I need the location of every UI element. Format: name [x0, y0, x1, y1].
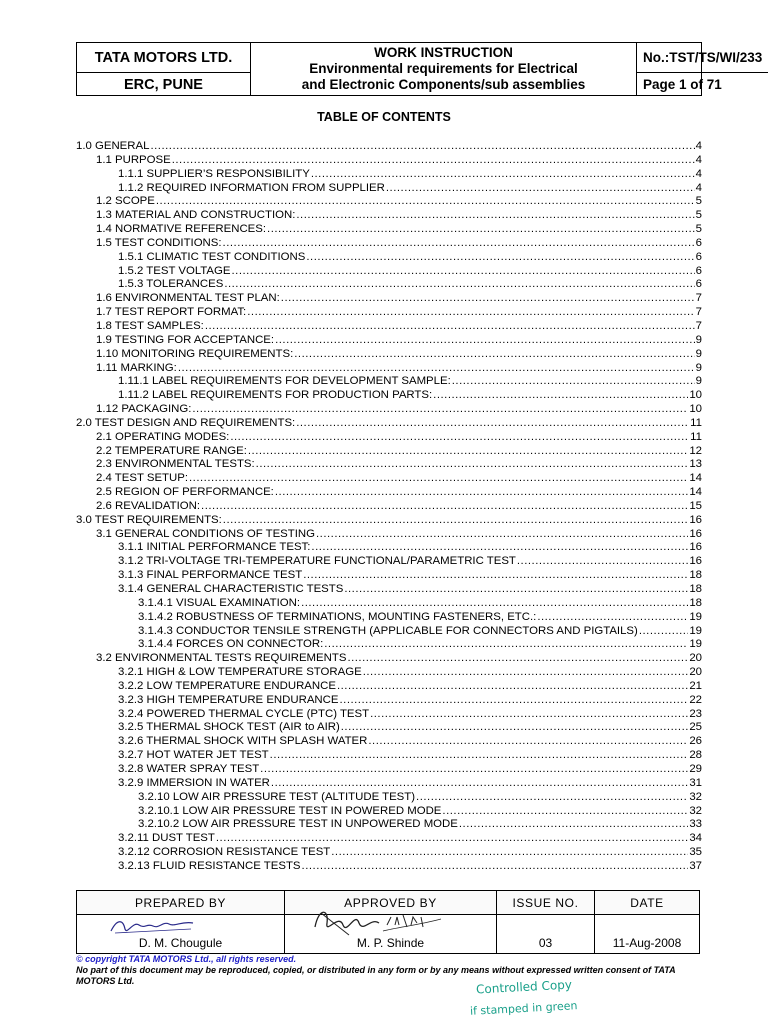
- toc-dot-leader: [156, 195, 695, 209]
- toc-entry[interactable]: [76, 223, 702, 237]
- toc-dot-leader: [192, 403, 688, 417]
- toc-entry[interactable]: [76, 458, 702, 472]
- toc-entry-page: 4: [695, 153, 702, 166]
- toc-entry[interactable]: [76, 721, 702, 735]
- toc-entry-title: 3.2.10.1 LOW AIR PRESSURE TEST IN POWERED MODE: [138, 804, 442, 817]
- toc-entry[interactable]: [76, 403, 702, 417]
- toc-entry-page: 23: [689, 707, 702, 720]
- toc-entry-title: 3.1.4.3 CONDUCTOR TENSILE STRENGTH (APPLICABLE FOR CONNECTORS AND PIGTAILS): [138, 624, 638, 637]
- toc-entry[interactable]: [76, 777, 702, 791]
- toc-dot-leader: [260, 763, 688, 777]
- toc-entry-title: 1.4 NORMATIVE REFERENCES:: [96, 223, 267, 236]
- toc-entry-title: 3.2.13 FLUID RESISTANCE TESTS: [118, 859, 301, 872]
- toc-entry-page: 11: [690, 416, 702, 429]
- company-location: ERC, PUNE: [77, 73, 251, 96]
- toc-entry-page: 6: [695, 278, 702, 291]
- toc-entry-title: 3.1.4.1 VISUAL EXAMINATION:: [138, 596, 301, 609]
- toc-entry-page: 28: [689, 749, 702, 762]
- subject-line-2: and Electronic Components/sub assemblies: [301, 77, 586, 92]
- toc-entry-page: 31: [689, 776, 702, 789]
- toc-dot-leader: [344, 583, 688, 597]
- toc-entry-page: 5: [695, 195, 702, 208]
- toc-dot-leader: [370, 708, 688, 722]
- toc-entry[interactable]: [76, 514, 702, 528]
- toc-dot-leader: [275, 486, 688, 500]
- toc-entry[interactable]: [76, 195, 702, 209]
- document-header: [76, 42, 763, 96]
- toc-entry[interactable]: [76, 528, 702, 542]
- toc-dot-leader: [537, 611, 688, 625]
- toc-entry-title: 1.0 GENERAL: [76, 140, 150, 152]
- toc-entry-title: 3.2.8 WATER SPRAY TEST: [118, 762, 260, 775]
- toc-entry-title: 2.4 TEST SETUP:: [96, 472, 189, 485]
- signature-prepared-scribble: [107, 915, 197, 937]
- toc-dot-leader: [281, 292, 695, 306]
- toc-entry-page: 18: [689, 583, 702, 595]
- document-subject: [251, 43, 637, 95]
- toc-entry-title: 2.2 TEMPERATURE RANGE:: [96, 444, 247, 457]
- header-issue-no: ISSUE NO.: [497, 891, 595, 915]
- toc-entry-page: 29: [689, 762, 702, 775]
- toc-dot-leader: [311, 541, 688, 555]
- toc-entry[interactable]: [76, 278, 702, 292]
- toc-entry-title: 1.9 TESTING FOR ACCEPTANCE:: [96, 333, 275, 346]
- toc-entry-page: 5: [695, 223, 702, 236]
- toc-entry[interactable]: [76, 182, 702, 196]
- toc-entry[interactable]: [76, 265, 702, 279]
- toc-entry-page: 32: [689, 790, 702, 803]
- toc-dot-leader: [201, 500, 688, 514]
- toc-entry[interactable]: [76, 860, 702, 874]
- toc-entry[interactable]: [76, 832, 702, 846]
- toc-entry[interactable]: [76, 375, 702, 389]
- page-number: Page 1 of 71: [643, 76, 722, 92]
- issue-date: 11-Aug-2008: [612, 936, 682, 950]
- toc-dot-leader: [459, 818, 688, 832]
- header-prepared-by: PREPARED BY: [77, 891, 285, 915]
- stamp-note: if stamped in green: [469, 999, 578, 1018]
- toc-entry-page: 35: [689, 846, 702, 859]
- document-number: No.:TST/TS/WI/233: [637, 43, 768, 73]
- toc-dot-leader: [230, 431, 689, 445]
- toc-entry-title: 1.11.1 LABEL REQUIREMENTS FOR DEVELOPMENT SAMPLE:: [118, 375, 451, 388]
- toc-entry[interactable]: [76, 694, 702, 708]
- toc-dot-leader: [452, 375, 695, 389]
- toc-dot-leader: [294, 348, 694, 362]
- toc-entry-title: 1.7 TEST REPORT FORMAT:: [96, 306, 247, 319]
- toc-entry-title: 3.2.3 HIGH TEMPERATURE ENDURANCE: [118, 693, 339, 706]
- toc-dot-leader: [216, 832, 688, 846]
- toc-entry-page: 34: [689, 832, 702, 845]
- toc-entry[interactable]: [76, 805, 702, 819]
- toc-entry[interactable]: [76, 154, 702, 168]
- toc-dot-leader: [324, 638, 688, 652]
- prepared-by-name: D. M. Chougule: [77, 915, 285, 953]
- toc-entry-page: 14: [689, 472, 702, 485]
- toc-entry-page: 9: [695, 347, 702, 360]
- toc-dot-leader: [639, 625, 689, 639]
- toc-dot-leader: [363, 666, 689, 680]
- toc-entry-page: 14: [689, 486, 702, 499]
- toc-entry-title: 3.2.1 HIGH & LOW TEMPERATURE STORAGE: [118, 666, 362, 679]
- document-type: WORK INSTRUCTION: [374, 45, 513, 60]
- toc-entry-page: 19: [689, 610, 702, 623]
- copyright-notice: © copyright TATA MOTORS Ltd., all rights reserved.: [76, 954, 297, 964]
- toc-dot-leader: [224, 278, 694, 292]
- toc-dot-leader: [337, 680, 688, 694]
- toc-entry[interactable]: [76, 846, 702, 860]
- toc-dot-leader: [247, 306, 694, 320]
- toc-entry-title: 1.5.3 TOLERANCES: [118, 278, 224, 291]
- approved-by-name: M. P. Shinde: [285, 915, 497, 953]
- toc-entry[interactable]: [76, 597, 702, 611]
- toc-dot-leader: [178, 362, 695, 376]
- toc-dot-leader: [267, 223, 695, 237]
- toc-entry[interactable]: [76, 320, 702, 334]
- toc-entry-title: 1.11.2 LABEL REQUIREMENTS FOR PRODUCTION PARTS:: [118, 389, 433, 402]
- toc-dot-leader: [306, 251, 694, 265]
- toc-entry[interactable]: [76, 348, 702, 362]
- toc-entry-page: 4: [695, 181, 702, 194]
- signature-approved-scribble: [309, 905, 449, 939]
- toc-dot-leader: [189, 472, 688, 486]
- toc-entry-page: 9: [695, 333, 702, 346]
- toc-entry-page: 7: [695, 306, 702, 319]
- toc-entry-title: 3.1.3 FINAL PERFORMANCE TEST: [118, 569, 303, 582]
- company-name: TATA MOTORS LTD.: [77, 43, 251, 73]
- toc-entry-title: 1.1.1 SUPPLIER’S RESPONSIBILITY: [118, 167, 310, 180]
- toc-entry[interactable]: [76, 625, 702, 639]
- toc-entry-page: 18: [689, 596, 702, 609]
- toc-entry-page: 13: [689, 458, 702, 471]
- toc-entry-page: 4: [695, 140, 702, 152]
- toc-entry-title: 3.0 TEST REQUIREMENTS:: [76, 513, 222, 526]
- toc-entry-title: 1.5.1 CLIMATIC TEST CONDITIONS: [118, 250, 306, 263]
- toc-entry-title: 2.5 REGION OF PERFORMANCE:: [96, 486, 274, 499]
- toc-entry[interactable]: [76, 472, 702, 486]
- toc-entry[interactable]: [76, 583, 702, 597]
- toc-entry[interactable]: [76, 168, 702, 182]
- toc-dot-leader: [150, 140, 694, 154]
- toc-entry[interactable]: [76, 251, 702, 265]
- toc-dot-leader: [517, 555, 688, 569]
- toc-entry[interactable]: [76, 445, 702, 459]
- disclaimer-text: No part of this document may be reproduced, copied, or distributed in any form or by any means without expressed written consent of TATA MOTORS Ltd.: [76, 965, 676, 986]
- toc-entry[interactable]: [76, 680, 702, 694]
- toc-entry-title: 3.2.2 LOW TEMPERATURE ENDURANCE: [118, 679, 336, 692]
- toc-entry-page: 10: [689, 403, 702, 416]
- toc-entry-page: 20: [689, 666, 702, 679]
- toc-entry[interactable]: [76, 818, 702, 832]
- toc-entry-title: 3.1.4 GENERAL CHARACTERISTIC TESTS: [118, 583, 344, 595]
- toc-entry[interactable]: [76, 140, 702, 154]
- toc-dot-leader: [172, 154, 695, 168]
- toc-dot-leader: [386, 182, 695, 196]
- toc-dot-leader: [416, 791, 688, 805]
- toc-entry-page: 18: [689, 569, 702, 582]
- toc-dot-leader: [442, 805, 688, 819]
- toc-entry-title: 3.2 ENVIRONMENTAL TESTS REQUIREMENTS: [96, 652, 347, 665]
- toc-entry-title: 3.2.10.2 LOW AIR PRESSURE TEST IN UNPOWERED MODE: [138, 818, 458, 831]
- toc-entry[interactable]: [76, 237, 702, 251]
- toc-entry-page: 10: [689, 389, 702, 402]
- toc-entry-title: 2.1 OPERATING MODES:: [96, 430, 230, 443]
- toc-dot-leader: [256, 458, 689, 472]
- toc-entry-page: 7: [695, 292, 702, 305]
- table-of-contents: [76, 140, 702, 874]
- toc-entry-title: 3.1.4.2 ROBUSTNESS OF TERMINATIONS, MOUNTING FASTENERS, ETC.:: [138, 610, 537, 623]
- signature-table: [76, 890, 700, 954]
- toc-entry-page: 20: [689, 652, 702, 665]
- toc-dot-leader: [302, 860, 689, 874]
- toc-entry-title: 3.2.4 POWERED THERMAL CYCLE (PTC) TEST: [118, 707, 370, 720]
- toc-entry[interactable]: [76, 791, 702, 805]
- toc-dot-leader: [271, 777, 688, 791]
- toc-entry[interactable]: [76, 611, 702, 625]
- toc-entry-title: 2.3 ENVIRONMENTAL TESTS:: [96, 458, 255, 471]
- controlled-copy-stamp: Controlled Copy: [475, 977, 573, 997]
- toc-entry-page: 7: [695, 319, 702, 332]
- toc-entry-page: 33: [689, 818, 702, 831]
- toc-dot-leader: [368, 735, 688, 749]
- toc-entry[interactable]: [76, 417, 702, 431]
- toc-entry-page: 19: [689, 624, 702, 637]
- toc-entry[interactable]: [76, 666, 702, 680]
- toc-entry-page: 9: [695, 375, 702, 388]
- toc-dot-leader: [231, 265, 694, 279]
- toc-entry-title: 1.3 MATERIAL AND CONSTRUCTION:: [96, 209, 296, 222]
- toc-entry-title: 3.2.9 IMMERSION IN WATER: [118, 776, 270, 789]
- toc-entry-title: 1.6 ENVIRONMENTAL TEST PLAN:: [96, 292, 280, 305]
- toc-dot-leader: [205, 320, 695, 334]
- toc-entry-page: 16: [689, 555, 702, 568]
- toc-entry-page: 6: [695, 264, 702, 277]
- toc-entry[interactable]: [76, 749, 702, 763]
- toc-entry-page: 12: [689, 444, 702, 457]
- toc-entry-title: 1.12 PACKAGING:: [96, 403, 192, 416]
- toc-entry[interactable]: [76, 431, 702, 445]
- toc-entry-page: 4: [695, 167, 702, 180]
- toc-entry-title: 1.1.2 REQUIRED INFORMATION FROM SUPPLIER: [118, 181, 385, 194]
- issue-number: 03: [497, 915, 595, 953]
- toc-entry-page: 25: [689, 721, 702, 734]
- toc-entry[interactable]: [76, 362, 702, 376]
- subject-line-1: Environmental requirements for Electrical: [309, 61, 578, 76]
- toc-dot-leader: [303, 569, 688, 583]
- toc-entry-page: 16: [689, 541, 702, 554]
- toc-entry-title: 1.10 MONITORING REQUIREMENTS:: [96, 347, 294, 360]
- toc-dot-leader: [339, 694, 688, 708]
- header-date: DATE: [595, 891, 699, 915]
- toc-entry[interactable]: [76, 486, 702, 500]
- toc-dot-leader: [347, 652, 688, 666]
- toc-entry[interactable]: [76, 209, 702, 223]
- toc-entry-title: 3.1.4.4 FORCES ON CONNECTOR:: [138, 638, 324, 651]
- toc-entry-title: 2.6 REVALIDATION:: [96, 499, 201, 512]
- toc-entry[interactable]: [76, 569, 702, 583]
- toc-entry-title: 1.5 TEST CONDITIONS:: [96, 236, 222, 249]
- toc-entry-title: 3.2.6 THERMAL SHOCK WITH SPLASH WATER: [118, 735, 368, 748]
- toc-entry[interactable]: [76, 652, 702, 666]
- toc-entry-page: 11: [690, 430, 702, 443]
- toc-entry[interactable]: [76, 334, 702, 348]
- toc-entry-title: 3.1.2 TRI-VOLTAGE TRI-TEMPERATURE FUNCTIONAL/PARAMETRIC TEST: [118, 555, 516, 568]
- toc-dot-leader: [270, 749, 689, 763]
- toc-entry-page: 37: [689, 859, 702, 872]
- toc-entry-title: 1.1 PURPOSE: [96, 153, 171, 166]
- toc-entry[interactable]: [76, 541, 702, 555]
- toc-entry[interactable]: [76, 763, 702, 777]
- toc-title: TABLE OF CONTENTS: [317, 110, 451, 124]
- toc-entry-page: 16: [689, 527, 702, 540]
- toc-dot-leader: [296, 417, 689, 431]
- toc-entry-page: 32: [689, 804, 702, 817]
- toc-entry-page: 6: [695, 250, 702, 263]
- toc-entry[interactable]: [76, 500, 702, 514]
- toc-entry[interactable]: [76, 735, 702, 749]
- toc-entry[interactable]: [76, 389, 702, 403]
- toc-dot-leader: [301, 597, 688, 611]
- toc-entry-page: 22: [689, 693, 702, 706]
- toc-entry-page: 16: [689, 513, 702, 526]
- toc-entry-page: 19: [689, 638, 702, 651]
- toc-entry-title: 3.1 GENERAL CONDITIONS OF TESTING: [96, 527, 315, 540]
- toc-dot-leader: [433, 389, 688, 403]
- header-approved-by: APPROVED BY: [285, 891, 497, 915]
- toc-dot-leader: [248, 445, 688, 459]
- toc-entry[interactable]: [76, 638, 702, 652]
- toc-entry-page: 15: [689, 499, 702, 512]
- toc-entry-title: 1.5.2 TEST VOLTAGE: [118, 264, 231, 277]
- toc-entry-title: 3.2.12 CORROSION RESISTANCE TEST: [118, 846, 331, 859]
- toc-entry-title: 3.2.7 HOT WATER JET TEST: [118, 749, 269, 762]
- toc-entry[interactable]: [76, 306, 702, 320]
- toc-entry-page: 5: [695, 209, 702, 222]
- toc-entry[interactable]: [76, 292, 702, 306]
- toc-dot-leader: [223, 514, 689, 528]
- toc-entry[interactable]: [76, 708, 702, 722]
- toc-dot-leader: [311, 168, 695, 182]
- toc-dot-leader: [331, 846, 688, 860]
- toc-entry-title: 3.2.10 LOW AIR PRESSURE TEST (ALTITUDE TEST): [138, 790, 416, 803]
- toc-entry-title: 3.2.11 DUST TEST: [118, 832, 215, 845]
- toc-entry-page: 21: [689, 679, 702, 692]
- toc-dot-leader: [296, 209, 694, 223]
- toc-entry-page: 6: [695, 236, 702, 249]
- toc-dot-leader: [275, 334, 695, 348]
- toc-entry-title: 1.2 SCOPE: [96, 195, 155, 208]
- toc-entry-title: 3.1.1 INITIAL PERFORMANCE TEST:: [118, 541, 311, 554]
- toc-entry-title: 1.11 MARKING:: [96, 361, 177, 374]
- toc-entry[interactable]: [76, 555, 702, 569]
- toc-entry-title: 1.8 TEST SAMPLES:: [96, 319, 204, 332]
- toc-entry-title: 3.2.5 THERMAL SHOCK TEST (AIR to AIR): [118, 721, 340, 734]
- toc-dot-leader: [316, 528, 688, 542]
- toc-dot-leader: [223, 237, 695, 251]
- toc-dot-leader: [341, 721, 689, 735]
- toc-entry-page: 26: [689, 735, 702, 748]
- toc-entry-page: 9: [695, 361, 702, 374]
- toc-entry-title: 2.0 TEST DESIGN AND REQUIREMENTS:: [76, 416, 296, 429]
